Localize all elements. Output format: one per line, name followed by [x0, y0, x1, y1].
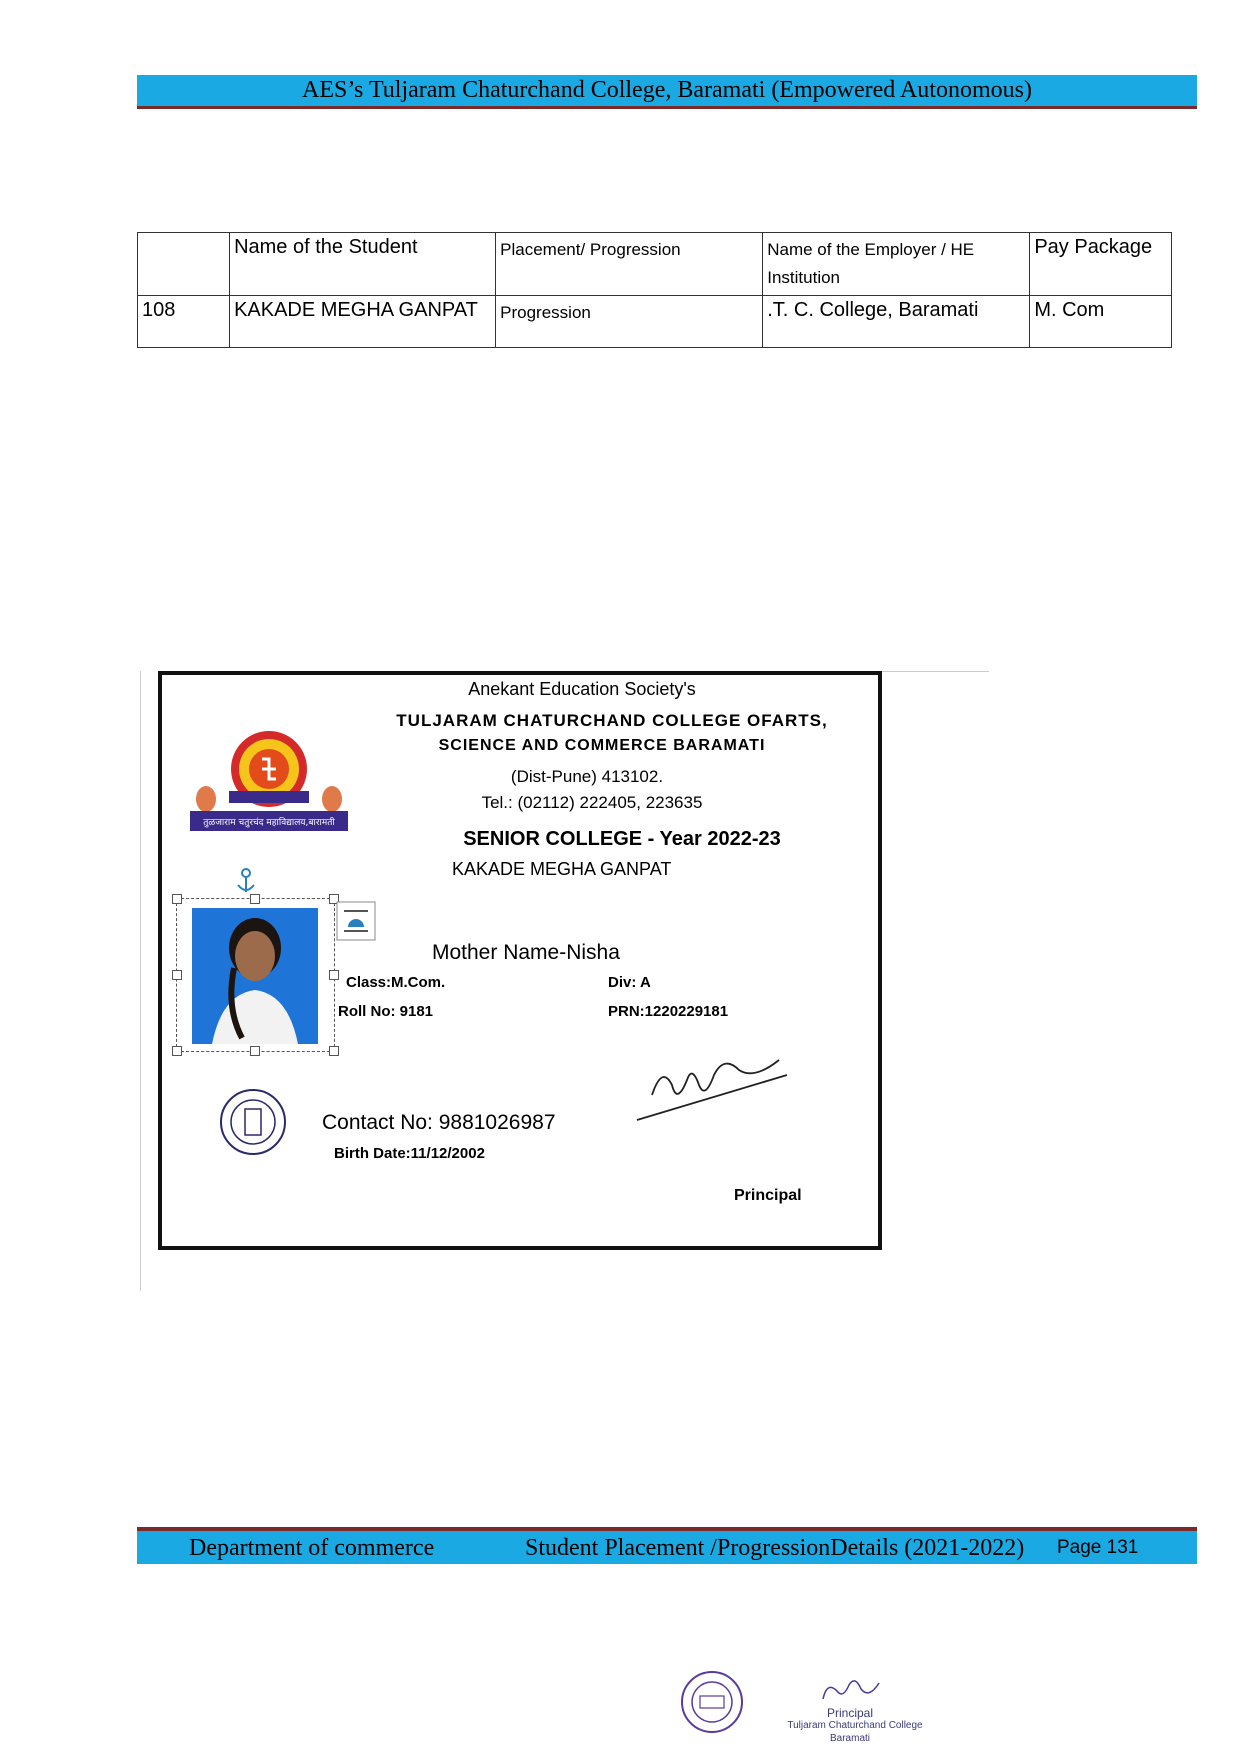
cell-placement: Progression [496, 296, 763, 348]
college-name-line1: TULJARAM CHATURCHAND COLLEGE OFARTS, [396, 711, 828, 730]
college-address: (Dist-Pune) 413102. [510, 767, 664, 786]
col-header-employer: Name of the Employer / HE Institution [763, 233, 1030, 296]
student-photo [192, 908, 318, 1044]
division-field: Div: A [608, 974, 651, 991]
image-crop-line-top [874, 671, 989, 672]
cell-employer: .T. C. College, Baramati [763, 296, 1030, 348]
college-logo-icon [184, 727, 354, 839]
bottom-college-place: Baramati [829, 1733, 870, 1744]
image-crop-line-left [140, 671, 141, 1291]
resize-handle[interactable] [172, 894, 182, 904]
col-header-package: Pay Package [1030, 233, 1172, 296]
bottom-college-seal-icon [680, 1670, 744, 1734]
academic-session: SENIOR COLLEGE - Year 2022-23 [463, 828, 781, 850]
col-header-placement: Placement/ Progression [496, 233, 763, 296]
bottom-principal-label: Principal [826, 1706, 874, 1720]
cell-package: M. Com [1030, 296, 1172, 348]
class-field: Class:M.Com. [346, 974, 446, 991]
birth-date: Birth Date:11/12/2002 [334, 1145, 485, 1162]
page-footer [137, 1527, 1197, 1564]
resize-handle[interactable] [172, 1046, 182, 1056]
table-row [138, 296, 1172, 348]
resize-handle[interactable] [172, 970, 182, 980]
principal-label: Principal [734, 1187, 802, 1204]
page-header [137, 75, 1197, 109]
resize-handle[interactable] [329, 1046, 339, 1056]
logo-banner-text: तुळजाराम चतुरचंद महाविद्यालय,बारामती [203, 818, 335, 828]
table-header-row [138, 233, 1172, 296]
footer-page-number: Page 131 [1057, 1537, 1139, 1558]
resize-handle[interactable] [329, 970, 339, 980]
bottom-principal-signature-icon [815, 1673, 885, 1709]
header-title: AES’s Tuljaram Chaturchand College, Baramati (Empowered Autonomous) [302, 77, 1032, 103]
col-header-sr [138, 233, 230, 296]
footer-details: Student Placement /ProgressionDetails (2021-2022) [525, 1535, 1025, 1561]
mother-name: Mother Name-Nisha [432, 941, 620, 964]
student-id-card [158, 671, 882, 1250]
contact-number: Contact No: 9881026987 [322, 1111, 556, 1134]
college-telephone: Tel.: (02112) 222405, 223635 [481, 793, 703, 812]
roll-number: Roll No: 9181 [338, 1003, 434, 1020]
footer-department: Department of commerce [189, 1535, 435, 1561]
cell-name: KAKADE MEGHA GANPAT [230, 296, 496, 348]
prn-number: PRN:1220229181 [608, 1003, 729, 1020]
student-name: KAKADE MEGHA GANPAT [452, 859, 672, 879]
layout-options-icon[interactable] [336, 901, 376, 941]
placement-table [137, 232, 1172, 348]
bottom-college-name: Tuljaram Chaturchand College [787, 1720, 923, 1731]
cell-sr: 108 [138, 296, 230, 348]
anchor-icon [234, 868, 258, 896]
col-header-name: Name of the Student [230, 233, 496, 296]
resize-handle[interactable] [250, 1046, 260, 1056]
college-seal-icon [218, 1087, 288, 1157]
college-name-line2: SCIENCE AND COMMERCE BARAMATI [438, 737, 766, 754]
principal-signature-icon [632, 1035, 812, 1125]
resize-handle[interactable] [250, 894, 260, 904]
society-name: Anekant Education Society's [468, 679, 696, 699]
